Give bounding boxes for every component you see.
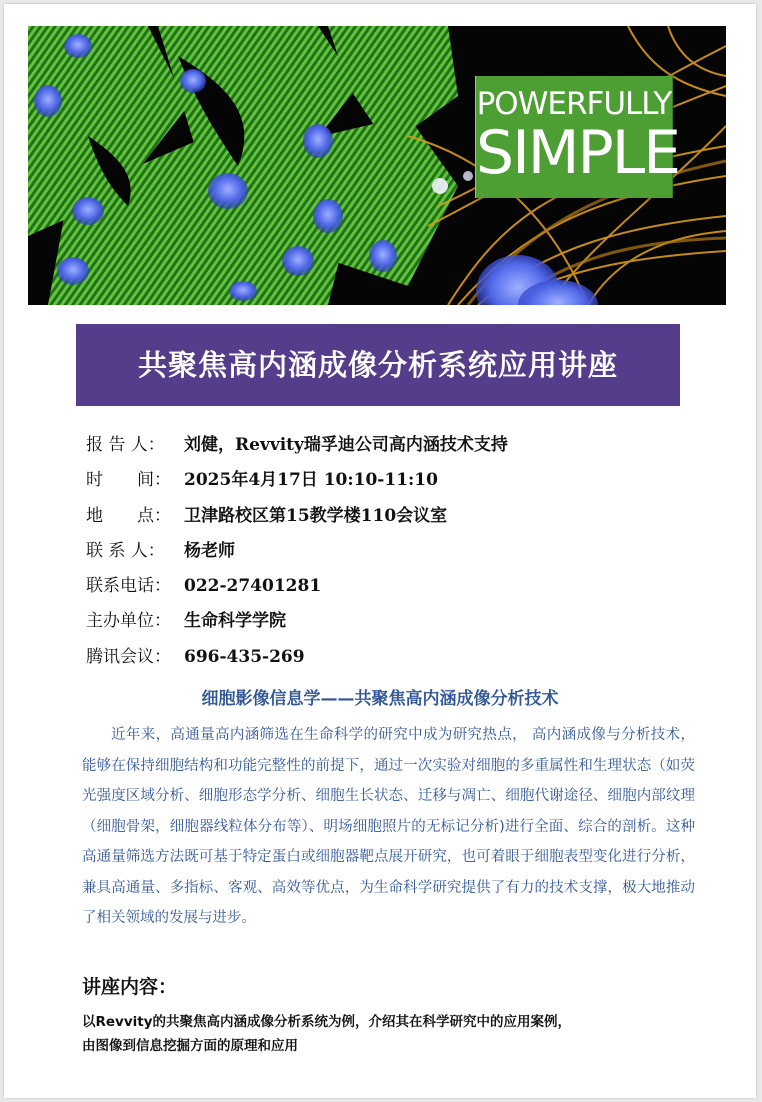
info-value: 杨老师 <box>184 540 235 561</box>
info-row-speaker <box>86 428 508 463</box>
section-title: 细胞影像信息学——共聚焦高内涵成像分析技术 <box>201 689 559 709</box>
info-row-time <box>86 463 508 498</box>
powerfully-simple-badge <box>475 76 680 198</box>
lecture-title: 共聚焦高内涵成像分析系统应用讲座 <box>76 324 680 406</box>
content-heading: 讲座内容： <box>82 976 178 998</box>
info-row-organizer <box>86 604 508 639</box>
content-line1: 以Revvity的共聚焦高内涵成像分析系统为例，介绍其在科学研究中的应用案例， <box>82 1014 572 1030</box>
info-value: 卫津路校区第15教学楼110会议室 <box>184 505 448 526</box>
intro-paragraph: 近年来，高通量高内涵筛选在生命科学的研究中成为研究热点， 高内涵成像与分析技术，能够在保持细胞结构和功能完整性的前提下，通过一次实验对细胞的多重属性和生理状态（如荧光强度区域分析、细胞形态学分析、细胞生长状态、迁移与凋亡、细胞代谢途径、细胞内部纹理（细胞骨架，细胞器线粒体分布等）、明场细胞照片的无标记分析)进行全面、综合的剖析。这种高通量筛选方法既可基于特定蛋白或细胞器靶点展开研究，也可着眼于细胞表型变化进行分析，兼具高通量、多指标、客观、高效等优点，为生命科学研究提供了有力的技术支撑，极大地推动了相关领域的发展与进步。 <box>82 727 695 926</box>
info-value: 696-435-269 <box>184 646 305 667</box>
info-label: 地 点： <box>86 505 171 526</box>
info-list <box>86 428 508 675</box>
info-row-contact <box>86 534 508 569</box>
info-value: 022-27401281 <box>184 576 322 597</box>
badge-line1: POWERFULLY <box>476 86 672 122</box>
info-value: 2025年4月17日 10:10-11:10 <box>184 470 438 491</box>
info-row-phone <box>86 569 508 604</box>
info-label: 联系电话： <box>86 576 171 597</box>
poster-page <box>4 4 756 1098</box>
info-label: 时 间： <box>86 470 171 491</box>
content-line2: 由图像到信息挖掘方面的原理和应用 <box>82 1038 298 1054</box>
info-row-location <box>86 499 508 534</box>
banner-image <box>28 26 726 305</box>
info-label: 联 系 人： <box>86 540 165 561</box>
info-label: 腾讯会议： <box>86 646 171 667</box>
info-value: 刘健，Revvity瑞孚迪公司高内涵技术支持 <box>184 435 508 455</box>
info-label: 报 告 人： <box>86 435 165 455</box>
info-row-meeting <box>86 640 508 675</box>
content-body <box>82 1010 722 1058</box>
info-label: 主办单位： <box>86 611 171 632</box>
badge-line2: SIMPLE <box>476 118 680 188</box>
info-value: 生命科学学院 <box>184 611 286 632</box>
